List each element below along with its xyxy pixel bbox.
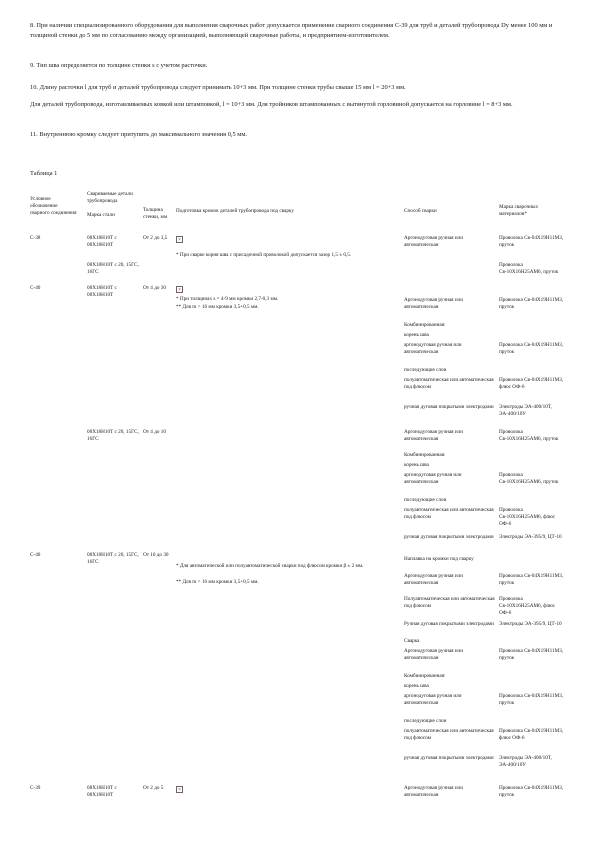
table-cell: Электроды ЭА-400/10Т, ЭА-400/10У: [499, 404, 552, 418]
table-cell: последующие слои: [404, 367, 447, 373]
table-cell: аргонодуговая ручная или автоматическая: [404, 472, 462, 486]
table-cell: корень шва: [404, 462, 429, 468]
table-cell: Проволока Св-04Х19Н11М3, пруток: [499, 235, 564, 249]
header-welded-parts: Свариваемые детали трубопровода: [87, 191, 133, 205]
table-cell: Электроды ЭА-395/9, ЦТ-10: [499, 534, 562, 540]
table-cell: Проволока Св-04Х19Н11М3, пруток: [499, 648, 564, 662]
table-cell: 08Х18Н10Т с 08Х18Н10Т: [87, 285, 117, 299]
table-cell: Проволока Св-04Х19Н11М3, пруток: [499, 297, 564, 311]
table-cell: 08Х18Н10Т с 20, 15ГС, 16ГС: [87, 552, 139, 566]
paragraph-10-detail: Для деталей трубопровода, изготавливаемых ковкой или штамповкой, l = 10+3 мм. Для тройников штампованных с вытянутой горловиной допускается на горловине l = 8+3 мм.: [30, 101, 513, 109]
header-wall-thickness: Толщина стенки, мм: [143, 207, 168, 221]
table-cell: полуавтоматическая или автоматическая под флюсом: [404, 377, 494, 391]
table-caption: Таблица 1: [30, 170, 58, 177]
table-cell: полуавтоматическая или автоматическая под флюсом: [404, 507, 494, 521]
table-cell: Аргонодуговая ручная или автоматическая: [404, 648, 463, 662]
header-welding-method: Способ сварки: [404, 208, 437, 214]
table-cell: полуавтоматическая или автоматическая под флюсом: [404, 728, 494, 742]
table-cell: Комбинированная:: [404, 673, 446, 679]
table-cell: ручная дуговая покрытыми электродами: [404, 404, 494, 410]
table-cell: Проволока Св-04Х19Н11М3, пруток: [499, 342, 564, 356]
table-cell: Проволока Св-04Х19Н11М3, флюс ОФ-6: [499, 377, 564, 391]
table-cell: Полуавтоматическая или автоматическая под флюсом: [404, 596, 495, 610]
broken-image-icon: ×: [176, 236, 183, 243]
table-cell: Аргонодуговая ручная или автоматическая: [404, 429, 463, 443]
header-edge-preparation: Подготовка кромок деталей трубопровода под сварку: [176, 208, 294, 214]
table-cell: аргонодуговая ручная или автоматическая: [404, 693, 462, 707]
header-welding-materials: Марка сварочных материалов*: [499, 204, 539, 218]
table-cell: С-38: [30, 235, 41, 241]
paragraph-10: 10. Длину расточки l для труб и деталей трубопровода следует принимать 10+3 мм. При толщине стенки трубы свыше 15 мм l = 20+3 мм.: [30, 84, 406, 92]
table-cell: От 10 до 30: [143, 552, 169, 558]
table-cell: Проволока Св-10Х16Н25АМ6, пруток: [499, 262, 559, 276]
table-cell: ** Для m > 16 мм кромки 3,5+0,5 мм.: [176, 579, 259, 585]
table-cell: Проволока Св-10Х16Н25АМ6, флюс ОФ-6: [499, 507, 556, 528]
table-cell: последующие слои: [404, 497, 447, 503]
table-cell: Проволока Св-04Х19Н11М3, флюс ОФ-6: [499, 728, 564, 742]
table-cell: Комбинированная:: [404, 322, 446, 328]
table-cell: Проволока Св-04Х19Н11М3, пруток: [499, 693, 564, 707]
table-cell: Аргонодуговая ручная или автоматическая: [404, 573, 463, 587]
table-cell: От 2 до 3,5: [143, 235, 168, 241]
table-cell: Проволока Св-04Х19Н11М3, пруток: [499, 573, 564, 587]
table-cell: Аргонодуговая ручная или автоматическая: [404, 235, 463, 249]
table-cell: 08Х18Н10Т с 08Х18Н10Т: [87, 785, 117, 799]
table-cell: Аргонодуговая ручная или автоматическая: [404, 297, 463, 311]
table-cell: 08Х18Н10Т с 20, 15ГС, 16ГС: [87, 262, 139, 276]
table-cell: * При сварке корня шва с присадочной проволокой допускается зазор 1,5 ± 0,5.: [176, 252, 352, 258]
table-cell: Проволока Св-10Х16Н25АМ6, флюс ОФ-6: [499, 596, 556, 617]
table-cell: корень шва: [404, 683, 429, 689]
table-cell: Сварка: [404, 638, 420, 644]
table-cell: 08Х18Н10Т с 08Х18Н10Т: [87, 235, 117, 249]
table-cell: ручная дуговая покрытыми электродами: [404, 534, 494, 540]
table-cell: ручная дуговая покрытыми электродами: [404, 755, 494, 761]
table-cell: 08Х18Н10Т с 20, 15ГС, 16ГС: [87, 429, 139, 443]
table-cell: С-39: [30, 785, 41, 791]
table-cell: последующие слои: [404, 718, 447, 724]
header-steel-grade: Марка стали: [87, 212, 115, 218]
table-cell: корень шва: [404, 332, 429, 338]
table-cell: * При толщинах s = 4-9 мм кромки 2,7-0,3 мм.: [176, 296, 279, 302]
table-cell: Электроды ЭА-400/10Т, ЭА-400/10У: [499, 755, 552, 769]
table-cell: От 4 до 30: [143, 285, 166, 291]
paragraph-9: 9. Тип шва определяется по толщине стенки s с учетом расточки.: [30, 62, 208, 70]
broken-image-icon: ×: [176, 786, 183, 793]
header-joint-designation: Условное обозначение сварного соединения: [30, 196, 77, 217]
table-cell: Проволока Св-04Х19Н11М3, пруток: [499, 785, 564, 799]
table-cell: ** Для m > 16 мм кромки 3,5+0,5 мм.: [176, 304, 259, 310]
table-cell: От 2 до 5: [143, 785, 164, 791]
table-cell: Наплавка на кромки под сварку: [404, 556, 474, 562]
table-cell: Электроды ЭА-395/9, ЦТ-10: [499, 621, 562, 627]
table-cell: * Для автоматической или полуавтоматической сварки под флюсом кромки β ± 2 мм.: [176, 563, 364, 569]
table-cell: Комбинированная:: [404, 452, 446, 458]
table-cell: От 4 до 10: [143, 429, 166, 435]
paragraph-8: 8. При наличии специализированного оборудования для выполнения сварочных работ допускается применение сварного соединения С-39 для труб и деталей трубопровода Dy менее 100 мм и толщиной стенки до 5 мм по согласованию между организацией, выполняющей сварочные работы, и предприятием-изготовителем.: [30, 22, 553, 39]
broken-image-icon: ×: [176, 286, 183, 293]
table-cell: Проволока Св-10Х16Н25АМ6, пруток: [499, 429, 559, 443]
table-cell: С-40: [30, 552, 41, 558]
paragraph-11: 11. Внутреннюю кромку следует притупить до максимального значения 0,5 мм.: [30, 131, 247, 139]
table-cell: аргонодуговая ручная или автоматическая: [404, 342, 462, 356]
table-cell: Ручная дуговая покрытыми электродами: [404, 621, 494, 627]
table-cell: Аргонодуговая ручная или автоматическая: [404, 785, 463, 799]
table-cell: Проволока Св-10Х16Н25АМ6, пруток: [499, 472, 559, 486]
table-cell: С-40: [30, 285, 41, 291]
